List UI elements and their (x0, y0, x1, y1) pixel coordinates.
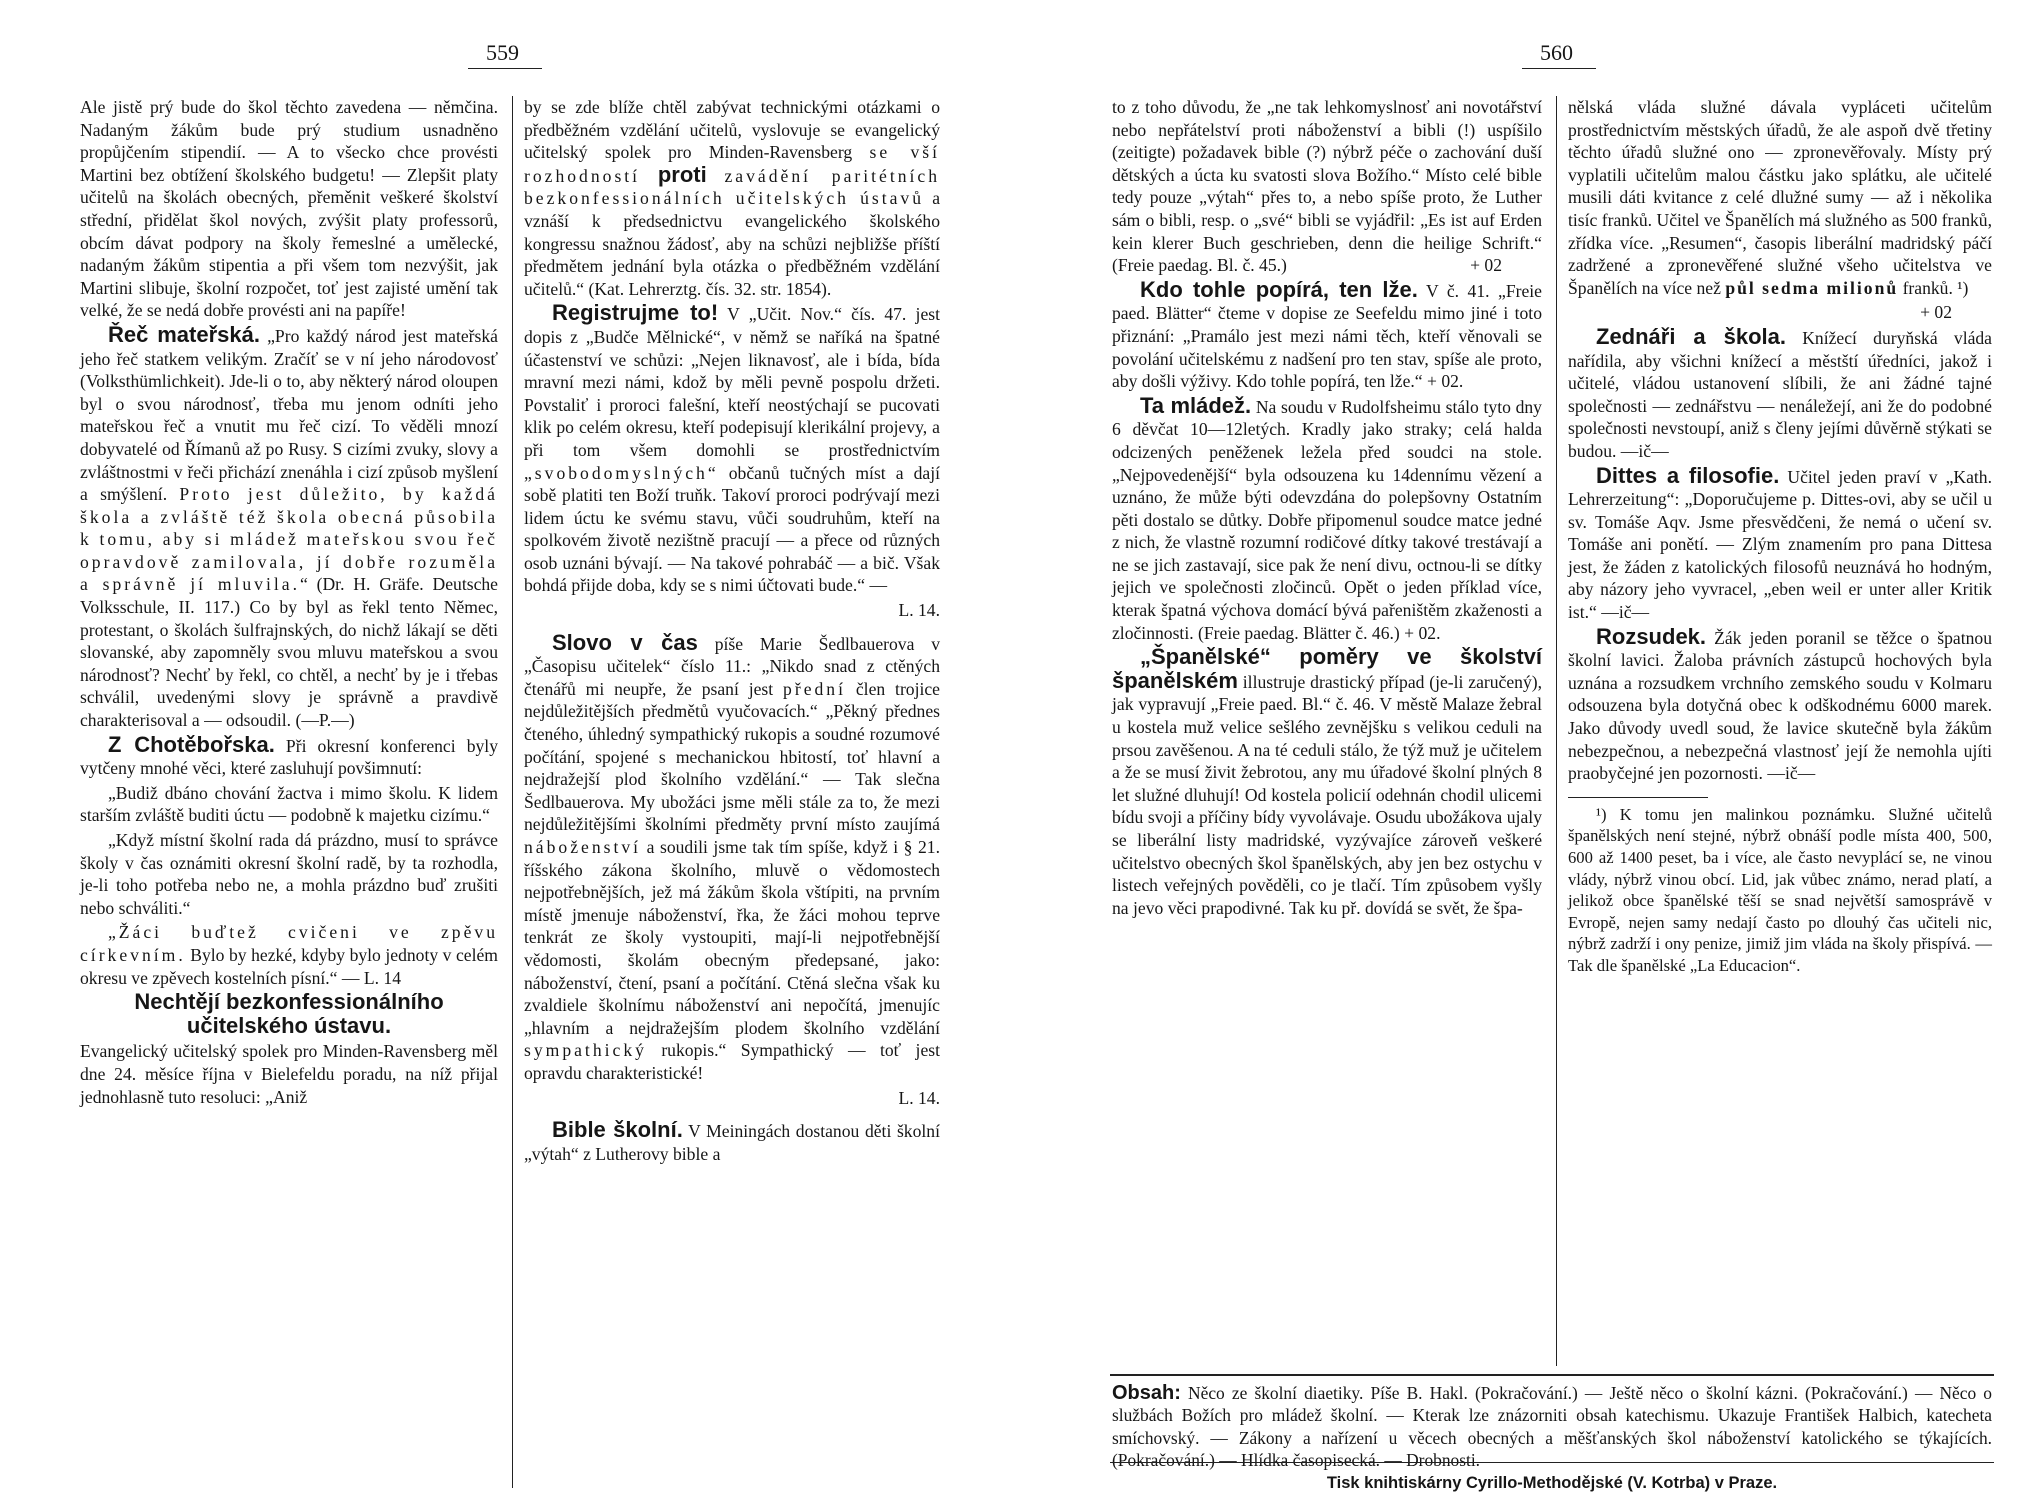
quote-text: Bylo by hezké, kdyby bylo jednoty v celém okresu ve zpěvech kostelních písní.“ — L. 14 (80, 944, 498, 988)
text: a vznáší k předsednictvu evangelického školského kongressu snažnou žádosť, aby na schůzi nejbližše příští předmětem jednání byla otázka o předběžném vzdělání učitelů.“ (Kat. Lehrerztg. čís. 32. str. 1854). (524, 188, 940, 299)
quote (80, 921, 498, 989)
text: rukopis.“ Sympathický — toť jest opravdu charakteristické! (524, 1040, 940, 1083)
intro-paragraph: Ale jistě prý bude do škol těchto zavedena — němčina. Nadaným žákům bude prý studium usnadněno propůjčením stipendií. — A to všecko chce provésti Martini bez obtížení školského budgetu! — Zlepšit platy učitelů na školách obecných, přeměnit veškeré školství střední, přidělat škol nových, zvýšit platy professorů, obcím dávat podpory na školy řemeslné a umělecké, nadaným žákům stipentia a při všem tom nezvýšit, jak Martini slibuje, školní rozpočet, toť jest zajisté umění tak velké, že se nedá dobře provésti ani na papíře! (80, 97, 498, 321)
signature: (—P.—) (295, 710, 355, 731)
page-number-left: 559 (486, 40, 519, 65)
signature: L. 14. (898, 1087, 940, 1108)
text-spaced: se vší rozhodností (524, 142, 940, 186)
signature: L. 14. (898, 600, 940, 621)
text: píše Marie Šedlbauerova v „Časopisu učitelek“ číslo 11.: „Nikdo snad z ctěných čtenářů mi neupře, že psaní jest (524, 633, 940, 699)
text: Knížecí duryňská vláda nařídila, aby všichni knížecí a městští úředníci, jakož i učitelé, vládou ustanovení slíbili, že ani žádné tajné společnosti — zednářstvu — nenáležejí, ani že do podobné společnosti nevstoupí, aniž s členy jejími důvěrně stýkati se budou. —ič— (1568, 327, 1992, 461)
heading-necht-text: Nechtějí bezkonfessionálního učitelského ústavu. (134, 989, 444, 1038)
heading-zednari: Zednáři a škola. (1596, 323, 1786, 349)
signature: + 02. (1427, 371, 1464, 392)
heading-rozsudek: Rozsudek. (1596, 623, 1707, 649)
signature: —ič— (1767, 763, 1816, 784)
contents-label: Obsah: (1112, 1382, 1181, 1404)
heading-necht (80, 991, 498, 1038)
text-spaced: přední (783, 678, 846, 699)
text: V č. 41. „Freie paed. Blätter“ čteme v dopise ze Seefeldu mimo jiné i toto přiznání: „Pramálo jest mezi námi těch, kteří věnovali se povolání učitelskému z nadšení pro ten stav, spíše ale proto, aby došli výživy. Kdo tohle popírá, ten lže.“ (1112, 280, 1542, 392)
article-bible (524, 1119, 940, 1165)
printer-imprint: Tisk knihtiskárny Cyrillo-Methodějské (V. Kotrba) v Praze. (1326, 1474, 1778, 1492)
text: Na soudu v Rudolfsheimu stálo tyto dny 6 děvčat 10—12letých. Kradly jako straky; celá halda odcizených peněženek ležela před soudci na stole. „Nejpovedenější“ byla odsouzena ku 14dennímu vězení a uznáno, že může býti odevzdána do polepšovny Ostatním pěti dostalo se důtky. Dobře připomenul soudce matce jedné z nich, že vlastně rozumní rodičové dítky takové trestávají a ne se jich zastavají, sice pak že není divu, octnou-li se dítky jejich ve společnosti zločinců. Opět o jeden příklad více, kterak špatná výchova domácí bývá pařeništěm zkaženosti a zločinnosti. (Freie paedag. Blätter č. 46.) (1112, 396, 1542, 643)
text: Učitel jeden praví v „Kath. Lehrerzeitung“: „Doporučujeme p. Dittes-ovi, aby se učil u sv. Tomáše Aqv. Jsme přesvědčeni, že nemá o učení sv. Tomáše ani ponětí. — Zlým znamením pro pana Dittesa jest, že žáden z katolických filosofů neuznává ho hodným, aby názory jeho vyvracel, „eben weil er unter aller Kritik ist.“ (1568, 466, 1992, 623)
text: to z toho důvodu, že „ne tak lehkomyslnosť ani novotářství nebo nepřátelství proti náboženství a bibli (!) uspíšilo (zeitigte) požadavek bible (?) nýbrž péče o zachování duší dětských a úcta ku svatosti slova Božího.“ Místo celé bible tedy pouze „výtah“ přes to, a nebo spíše proto, že Luther sám o bibli, resp. o „své“ bibli se vyjádřil: „Es ist auf Erden kein klerer Buch geschrieben, denn die heilige Schrift.“ (Freie paedag. Bl. č. 45.) (1112, 97, 1542, 276)
article-zednari (1568, 323, 1992, 463)
printer-rule (1110, 1462, 1994, 1463)
signature: —ič— (1601, 602, 1650, 623)
article-spanelske (1112, 646, 1542, 919)
contents-text: Něco ze školní diaetiky. Píše B. Hakl. (Pokračování.) — Ještě něco o školní kázni. (Pokračování.) — Něco o službách Božích pro mládež školní. — Kterak lze znázorniti obsah katechismu. Ukazuje František Halbich, katecheta smíchovský. — Zákony a nařízení u věcech obecných a měšťanských škol náboženství katolického se týkajících. (Pokračování.) — Hlídka časopisecká. — Drobnosti. (1112, 1383, 1992, 1471)
article-rec-materska (80, 321, 498, 732)
quote-spaced: „Žáci buďtež cvičeni ve zpěvu církevním. (80, 922, 498, 965)
text: člen trojice nejdůležitějších předmětů vyučovacích.“ „Pěkný přednes čteného, úhledný sympathický rukopis a soudné rozumové počítání, spojené s mechanickou hbitostí, toť hlavní a nejdražejší plod školního vzdělání.“ — Tak slečna Šedlbauerova. My ubožáci jsme měli stále za to, že mezi nejdůležitějšími školními předměty první místo zaujímá (524, 678, 940, 835)
heading-dittes: Dittes a filosofie. (1596, 462, 1780, 488)
article-dittes (1568, 462, 1992, 624)
column-4 (1568, 96, 1992, 979)
page-number-right: 560 (1540, 40, 1573, 65)
text-spaced: náboženství (524, 837, 642, 857)
chotebor-text: Při okresní konferenci byly vytčeny mnohé věci, které zasluhují povšimnutí: (80, 735, 498, 779)
text-spaced: zavádění paritétních bezkonfessionálních učitelských ústavů (524, 165, 940, 209)
necht-continued (524, 96, 940, 300)
column-2 (524, 96, 940, 1167)
bible-continued (1112, 96, 1542, 277)
text-spaced: půl sedma milionů (1725, 277, 1899, 298)
signature: + 02 (1920, 302, 1952, 323)
text: nělská vláda služné dávala vypláceti učitelům prostřednictvím městských úřadů, že ale aspoň dvě třetiny těchto úřadů služné ono — zpronevěřovaly. Místy prý vyplatili učitelům malou částku jako splátku, ale učitelé musili dáti kvitance z celé dlužné sumy — až i několika tisíc franků. Učitel ve Španělích má služného as 500 franků, zřídka více. „Resumen“, časopis liberální madridský páčí zadržené a zpronevěřené služné všeho učitelstva ve Španělích na více než (1568, 97, 1992, 298)
article-kdo-tohle (1112, 276, 1542, 393)
footnote-rule (1568, 797, 1708, 798)
text: občanů tučných míst a dají sobě platiti ten Boží truňk. Takoví proroci podrývají mezi lidem úctu ke svému stavu, vůči soudruhům, kteří na spolkovém životě nezištně pracují — a přece od různých osob uznáni bývají. — Na takové pohrabáč — a bič. Však bohdá přijde doba, kdy se s nimi účtovati bude.“ — (524, 462, 941, 596)
heading-slovo: Slovo v čas (552, 629, 698, 655)
text: V Meiningách dostanou děti školní „výtah“ z Lutherovy bible a (524, 1121, 940, 1164)
article-registrujme (524, 302, 940, 597)
text: illustruje drastický případ (je-li zaručený), jak vypravují „Freie paed. Bl.“ č. 46. V městě Malaze žebral u kostela muž velice sešlého zevnějšku s velikou ceduli na prsou zavěšenou. A na té ceduli stálo, že týž muž je učitelem a že se musí živit žebrotou, any mu úřadové školní plných 8 let služné dluhují! Od kostela policií odehnán chodil ulicemi bídu svoji a příčiny bídy vyvolávaje. Osudu ubožákova ujaly se liberální listy madridské, vyzývajíce zároveň veškeré učitelstvo obecných škol španělských, aby jen bez ostychu v listech veřejných pověděli, co je tlačí. Tím způsobem vyšly na jevo věci prapodivné. Tak ku př. dovídá se svět, že špa- (1112, 671, 1542, 918)
contents (1112, 1382, 1992, 1472)
quote: „Budiž dbáno chování žactva i mimo školu. K lidem starším zvláště buditi úctu — podobně k majetku cizímu.“ (80, 782, 498, 826)
heading-spanelske: „Španělské“ poměry ve školství španělském (1112, 644, 1542, 693)
text: Žák jeden poranil se těžce o špatnou školní lavici. Žaloba právních zástupců hochových byla uznána a rozsudkem vrchního zemského soudu v Kolmaru odsouzena byla dotyčná obec k odškodnému 6000 marek. Jako důvody uvedl soud, že lavice skutečně byla žákům nebezpečnou, a nebezpečná vlastnosť její že nemohla ujíti praobyčejné jen pozornosti. (1568, 627, 1992, 784)
heading-chotebor: Z Chotěbořska. (108, 731, 275, 757)
footnote: ¹) K tomu jen malinkou poznámku. Služné učitelů španělských není stejné, nýbrž obnáší podle místa 400, 500, 600 až 1400 peset, ba i více, ale často nevyplácí se, ne vinou vlády, nýbrž vinou obcí. Lid, jak vůbec známo, nerad platí, a jelikož obce španělské těší se snad největší samosprávě v Evropě, nejen samy nedají často po dlouhý čas učiteli nic, nýbrž zadrží i ony penize, jimiž jim vláda na školy přispívá. — Tak dle španělské „La Educacion“. (1568, 804, 1992, 975)
column-divider (1556, 96, 1557, 1366)
column-3 (1112, 96, 1542, 921)
heading-bible: Bible školní. (552, 1117, 683, 1143)
quote: „Když místní školní rada dá prázdno, musí to správce školy v čas oznámiti okresní školní radě, by ta rozhodla, je-li toho potřeba nebo ne, a mohla prázdno buď zrušiti nebo schváliti.“ (80, 830, 498, 918)
column-1 (80, 96, 498, 1110)
signature: + 02. (1404, 622, 1441, 643)
text: V „Učit. Nov.“ čís. 47. jest dopis z „Budče Mělnické“, v němž se naříká na špatné účastenství ve schůzi: „Nejen liknavosť, ale i bída, bída mravní mezi námi, kdož by měli pevně pospolu držeti. Povstaliť i proroci falešní, kteří neostýchají se pucovati klik po celém okresu, kteří podepisují klerikální projevy, a při tom všem domohli se prostřednictvím (524, 304, 940, 460)
heading-registrujme: Registrujme to! (552, 300, 719, 326)
header-rule-left (468, 68, 542, 69)
header-rule-right (1522, 68, 1596, 69)
spanelske-continued (1568, 96, 1992, 299)
article-chotebor (80, 731, 498, 780)
necht-text: Evangelický učitelský spolek pro Minden-Ravensberg měl dne 24. měsíce října v Bielefeldu poradu, na níž přijal jednohlasně tuto resoluci: „Aniž (80, 1041, 498, 1107)
rec-materska-tail: “ (Dr. H. Gräfe. Deutsche Volksschule, II. 117.) Co by byl as řekl tento Němec, protestant, o školách šulfrajnských, do nichž lákají se děti slovanské, aby zapomněly svou mluvu mateřskou a svou národnosť? Nechť by řekl, co chtěl, a nechť by je i třebas schválil, uvedenými slovy je správně a pravdivě charakterisoval a — odsoudil. (80, 574, 498, 731)
text: by se zde blíže chtěl zabývat technickými otázkami o předběžném vzdělání učitelů, vyslovuje se evangelický učitelský spolek pro Minden-Ravensberg (524, 97, 940, 163)
rec-materska-spaced: Proto jest důležito, by každá škola a zvláště též škola obecná působila k tomu, aby si mládež mateřskou svou řeč opravdově zamilovala, jí dobře rozuměla a správně jí mluvila. (80, 484, 498, 595)
heading-rec-materska: Řeč mateřská. (108, 321, 260, 347)
article-slovo (524, 629, 940, 1085)
rec-materska-text: „Pro každý národ jest mateřská jeho řeč statkem velikým. Zračíť se v ní jeho národovosť (Volksthümlichkeit). Jde-li o to, aby některý národ oloupen byl o svou národnosť, třeba mu jenom odníti jeho mateřskou řeč a vnutit mu řeč cizí. To věděli mnozí dobyvatelé od Římanů až po Rusy. S cizími zvuky, slovy a zvláštnostmi v řeči přichází znenáhla i cizí způsob myšlení a smýšlení. (80, 325, 498, 505)
signature: + 02 (1470, 255, 1502, 276)
heading-ta-mladez: Ta mládež. (1140, 392, 1252, 418)
text-bold: proti (657, 161, 707, 187)
contents-rule (1110, 1374, 1994, 1376)
heading-kdo-tohle: Kdo tohle popírá, ten lže. (1140, 276, 1418, 302)
article-ta-mladez (1112, 392, 1542, 645)
text-spaced: „svobodomyslných“ (524, 462, 719, 483)
column-divider (512, 96, 513, 1488)
text-spaced: sympathický (524, 1040, 647, 1061)
text: franků. ¹) (1902, 277, 1969, 298)
article-rozsudek (1568, 623, 1992, 785)
text: a soudili jsme tak tím spíše, když i § 21. říšského zákona školního, mluvě o vědomostech nejpotřebnějších, jež má žákům škola vštípiti, na prvním místě jmenuje náboženství, řka, že žáci mohou teprve tenkrát ze školy vystoupiti, mají-li nejpotřebnější vědomosti, školám obecným předepsané, jako: náboženství, čtení, psaní a počítání. Ctěná slečna však ku zvaldiele školnímu náboženství ani nepočítá, jmenujíc „hlavním a nejdražejším plodem školního vzdělání (524, 837, 940, 1038)
